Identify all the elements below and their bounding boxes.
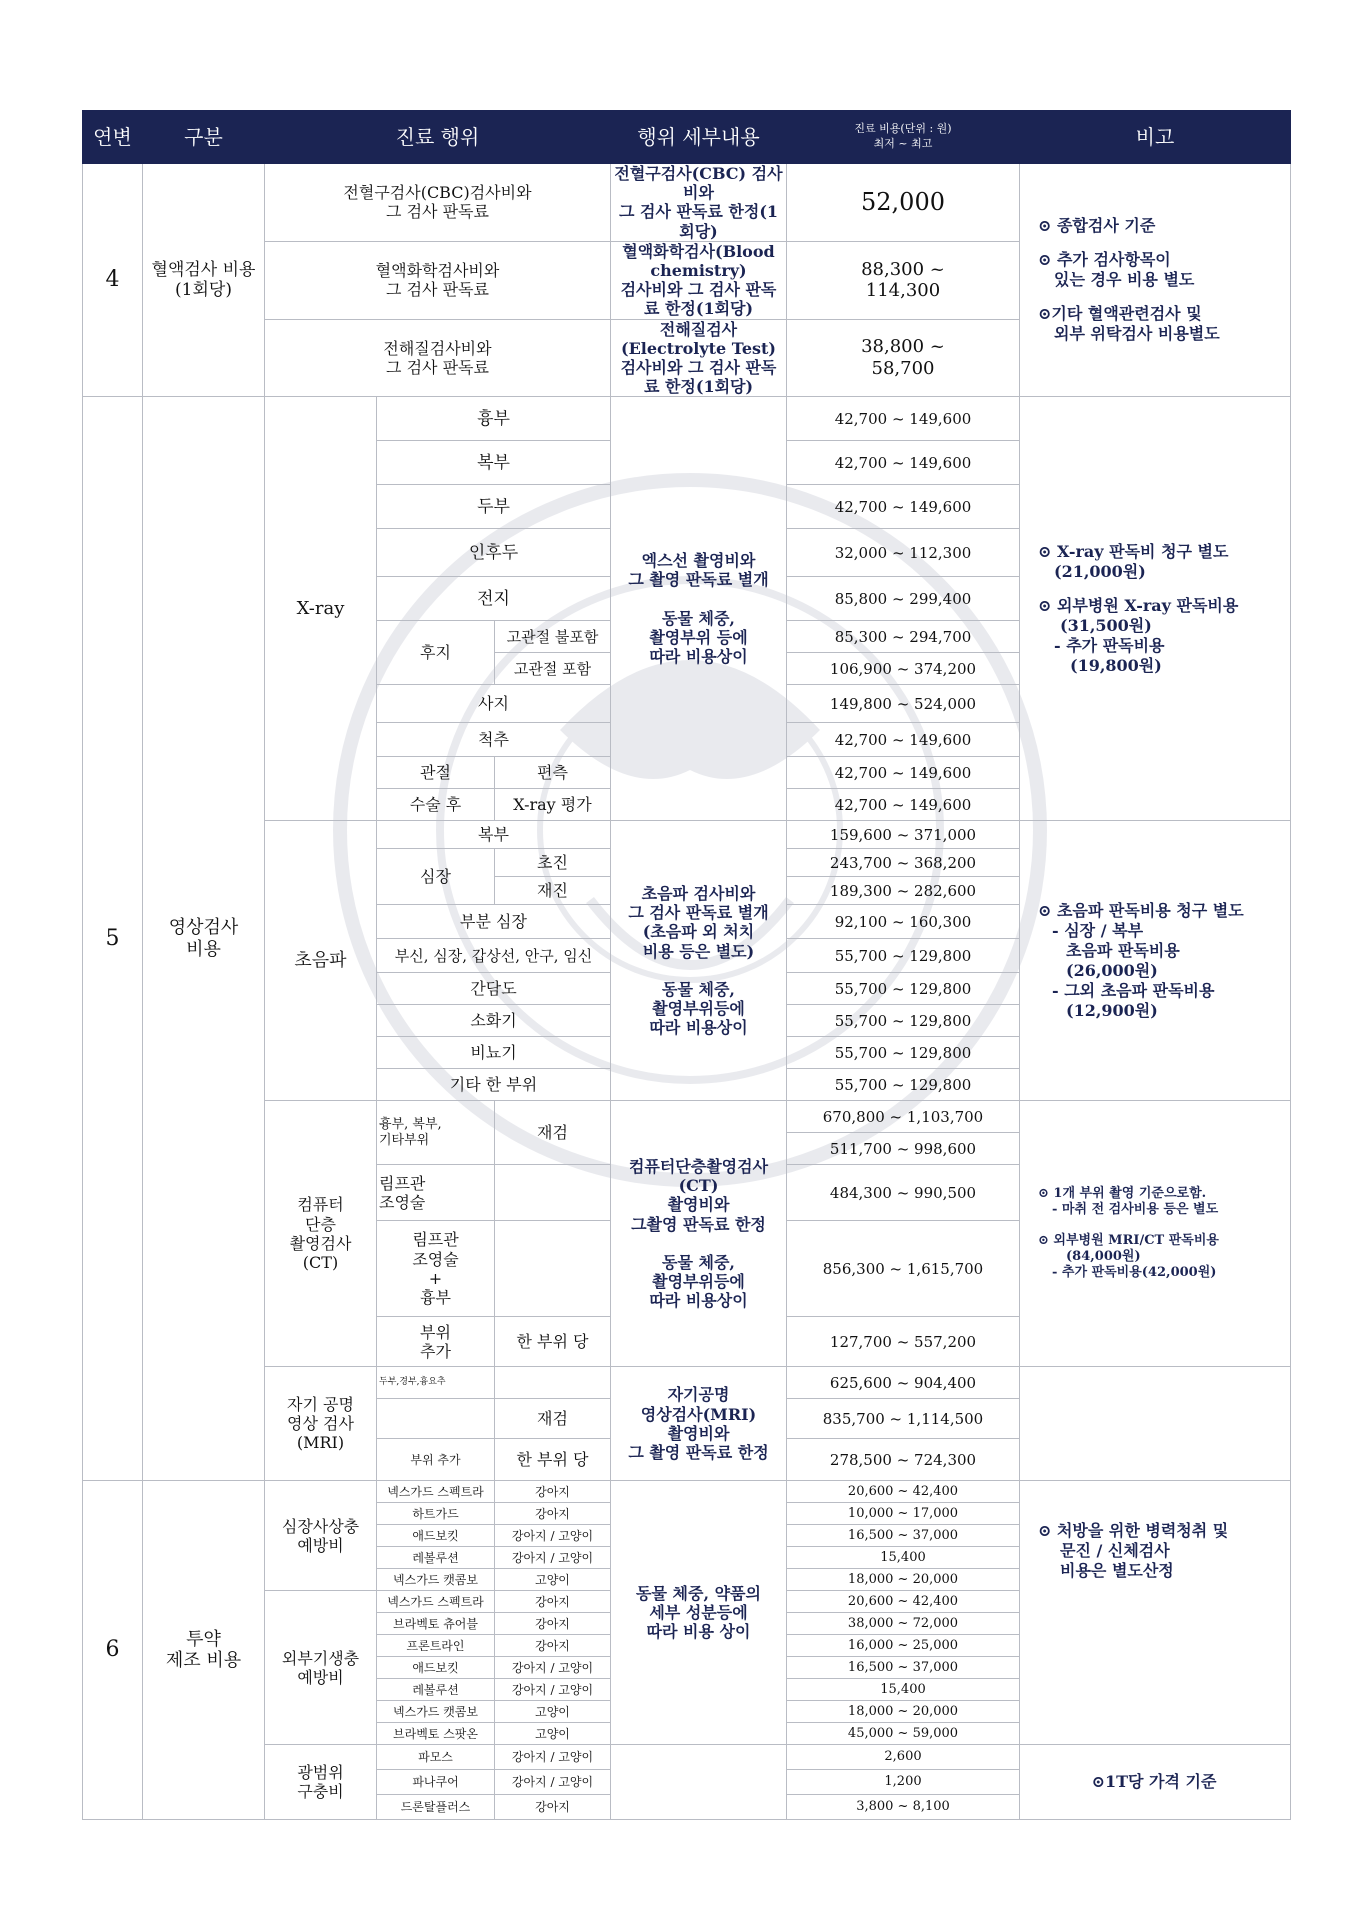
cost-cell: 243,700 ~ 368,200: [787, 849, 1020, 877]
xray-postop: 수술 후: [377, 789, 495, 821]
cost-cell: 52,000: [787, 164, 1020, 242]
section-category: 혈액검사 비용 (1회당): [143, 164, 265, 397]
cost-cell: 42,700 ~ 149,600: [787, 789, 1020, 821]
detail-cell: 혈액화학검사(Blood chemistry) 검사비와 그 검사 판독료 한정(1회당): [611, 241, 787, 319]
table-row: [83, 397, 1291, 441]
ct-note: ⊙ 1개 부위 촬영 기준으로함. - 마취 전 검사비용 등은 별도 ⊙ 외부병원 MRI/CT 판독비용 (84,000원) - 추가 판독비용(42,000원): [1020, 1101, 1291, 1367]
detail-cell: 전혈구검사(CBC) 검사비와 그 검사 판독료 한정(1회당): [611, 164, 787, 242]
mri-label: 자기 공명 영상 검사 (MRI): [265, 1367, 377, 1481]
cost-cell: 20,600 ~ 42,400: [787, 1481, 1020, 1503]
drug-target: 강아지 / 고양이: [495, 1547, 611, 1569]
drug-row: [83, 1481, 1291, 1503]
cost-cell: 42,700 ~ 149,600: [787, 485, 1020, 529]
header-row: [83, 111, 1291, 164]
drug-group-label: 광범위 구충비: [265, 1745, 377, 1820]
cost-cell: 670,800 ~ 1,103,700: [787, 1101, 1020, 1133]
xray-spine: 척추: [377, 723, 611, 757]
cost-cell: 18,000 ~ 20,000: [787, 1701, 1020, 1723]
xray-hind-excl: 고관절 불포함: [495, 621, 611, 653]
header-no: 연변: [83, 111, 143, 164]
cost-cell: 835,700 ~ 1,114,500: [787, 1399, 1020, 1439]
ct-empty: [495, 1221, 611, 1317]
xray-whole: 전지: [377, 577, 611, 621]
ct-lymph-chest: 림프관 조영술 + 흉부: [377, 1221, 495, 1317]
ct-empty: [495, 1165, 611, 1221]
drug-row: [83, 1745, 1291, 1770]
ct-lymph: 림프관 조영술: [377, 1165, 495, 1221]
us-misc: 부신, 심장, 갑상선, 안구, 임신: [377, 939, 611, 973]
ct-parts: 흉부, 복부, 기타부위: [377, 1101, 495, 1165]
drug-group-label: 외부기생충 예방비: [265, 1591, 377, 1745]
table-row: [83, 1367, 1291, 1399]
drug-name: 파나쿠어: [377, 1770, 495, 1795]
detail-cell: 전해질검사(Electrolyte Test) 검사비와 그 검사 판독료 한정(1회당): [611, 319, 787, 397]
us-detail: 초음파 검사비와 그 검사 판독료 별개 (초음파 외 처치 비용 등은 별도) 동물 체중, 촬영부위등에 따라 비용상이: [611, 821, 787, 1101]
us-heart: 심장: [377, 849, 495, 905]
us-note: ⊙ 초음파 판독비용 청구 별도 - 심장 / 복부 초음파 판독비용 (26,000원) - 그외 초음파 판독비용 (12,900원): [1020, 821, 1291, 1101]
drug-name: 프론트라인: [377, 1635, 495, 1657]
cost-cell: 85,300 ~ 294,700: [787, 621, 1020, 653]
drug-name: 드론탈플러스: [377, 1795, 495, 1820]
ct-label: 컴퓨터 단층 촬영검사 (CT): [265, 1101, 377, 1367]
cost-cell: 1,200: [787, 1770, 1020, 1795]
section-number: 4: [83, 164, 143, 397]
drug-name: 레볼루션: [377, 1547, 495, 1569]
section-category: 영상검사 비용: [143, 397, 265, 1481]
mri-parts: 두부,경부,흉요추: [377, 1367, 495, 1399]
cost-cell: 16,000 ~ 25,000: [787, 1635, 1020, 1657]
xray-label: X-ray: [265, 397, 377, 821]
ct-add: 부위 추가: [377, 1317, 495, 1367]
cost-cell: 45,000 ~ 59,000: [787, 1723, 1020, 1745]
drug-group-label: 심장사상충 예방비: [265, 1481, 377, 1591]
cost-cell: 55,700 ~ 129,800: [787, 1037, 1020, 1069]
table-row: [83, 1101, 1291, 1133]
drug-target: 강아지: [495, 1635, 611, 1657]
mri-note: [1020, 1367, 1291, 1481]
cost-cell: 856,300 ~ 1,615,700: [787, 1221, 1020, 1317]
mri-add: 부위 추가: [377, 1439, 495, 1481]
xray-joint-side: 편측: [495, 757, 611, 789]
xray-limb: 사지: [377, 685, 611, 723]
drug-name: 넥스가드 캣콤보: [377, 1569, 495, 1591]
cost-cell: 10,000 ~ 17,000: [787, 1503, 1020, 1525]
cost-cell: 85,800 ~ 299,400: [787, 577, 1020, 621]
header-action: 진료 행위: [265, 111, 611, 164]
cost-cell: 16,500 ~ 37,000: [787, 1657, 1020, 1679]
us-urinary: 비뇨기: [377, 1037, 611, 1069]
drug-target: 강아지: [495, 1591, 611, 1613]
xray-pharynx: 인후두: [377, 529, 611, 577]
mri-empty: [495, 1367, 611, 1399]
section-number: 5: [83, 397, 143, 1481]
action-cell: 전해질검사비와 그 검사 판독료: [265, 319, 611, 397]
drug-name: 애드보킷: [377, 1525, 495, 1547]
ct-detail: 컴퓨터단층촬영검사 (CT) 촬영비와 그촬영 판독료 한정 동물 체중, 촬영부위등에 따라 비용상이: [611, 1101, 787, 1367]
mri-detail: 자기공명 영상검사(MRI) 촬영비와 그 촬영 판독료 한정: [611, 1367, 787, 1481]
cost-cell: 159,600 ~ 371,000: [787, 821, 1020, 849]
cost-cell: 278,500 ~ 724,300: [787, 1439, 1020, 1481]
header-detail: 행위 세부내용: [611, 111, 787, 164]
drug-target: 고양이: [495, 1569, 611, 1591]
mri-empty: [377, 1399, 495, 1439]
us-heart-re: 재진: [495, 877, 611, 905]
drug-target: 강아지: [495, 1481, 611, 1503]
note-cell: ⊙ 종합검사 기준 ⊙ 추가 검사항목이 있는 경우 비용 별도 ⊙기타 혈액관련검사 및 외부 위탁검사 비용별도: [1020, 164, 1291, 397]
cost-cell: 38,000 ~ 72,000: [787, 1613, 1020, 1635]
action-cell: 전혈구검사(CBC)검사비와 그 검사 판독료: [265, 164, 611, 242]
cost-cell: 32,000 ~ 112,300: [787, 529, 1020, 577]
drug-target: 강아지 / 고양이: [495, 1657, 611, 1679]
cost-cell: 2,600: [787, 1745, 1020, 1770]
drug-name: 하트가드: [377, 1503, 495, 1525]
drug-name: 브라벡토 츄어블: [377, 1613, 495, 1635]
xray-chest: 흉부: [377, 397, 611, 441]
drug-name: 애드보킷: [377, 1657, 495, 1679]
cost-cell: 3,800 ~ 8,100: [787, 1795, 1020, 1820]
us-other: 기타 한 부위: [377, 1069, 611, 1101]
cost-cell: 55,700 ~ 129,800: [787, 1069, 1020, 1101]
drug-name: 넥스가드 스펙트라: [377, 1591, 495, 1613]
ct-recheck: 재검: [495, 1101, 611, 1165]
xray-joint: 관절: [377, 757, 495, 789]
us-heart-first: 초진: [495, 849, 611, 877]
cost-cell: 42,700 ~ 149,600: [787, 723, 1020, 757]
cost-cell: 38,800 ~ 58,700: [787, 319, 1020, 397]
cost-cell: 92,100 ~ 160,300: [787, 905, 1020, 939]
us-digestive: 소화기: [377, 1005, 611, 1037]
cost-cell: 189,300 ~ 282,600: [787, 877, 1020, 905]
xray-skull: 두부: [377, 485, 611, 529]
xray-postop-eval: X-ray 평가: [495, 789, 611, 821]
drug-target: 고양이: [495, 1723, 611, 1745]
section-number: 6: [83, 1481, 143, 1820]
header-note: 비고: [1020, 111, 1291, 164]
drug-target: 강아지 / 고양이: [495, 1679, 611, 1701]
drug-name: 브라벡토 스팟온: [377, 1723, 495, 1745]
us-label: 초음파: [265, 821, 377, 1101]
header-cost: 진료 비용(단위 : 원) 최저 ~ 최고: [787, 111, 1020, 164]
mri-per-part: 한 부위 당: [495, 1439, 611, 1481]
cost-cell: 42,700 ~ 149,600: [787, 757, 1020, 789]
table-row: [83, 821, 1291, 849]
drug-target: 강아지: [495, 1795, 611, 1820]
cost-cell: 88,300 ~ 114,300: [787, 241, 1020, 319]
drug-target: 강아지: [495, 1613, 611, 1635]
cost-cell: 106,900 ~ 374,200: [787, 653, 1020, 685]
cost-cell: 625,600 ~ 904,400: [787, 1367, 1020, 1399]
cost-cell: 15,400: [787, 1679, 1020, 1701]
us-abdomen: 복부: [377, 821, 611, 849]
broad-note: ⊙1T당 가격 기준: [1020, 1745, 1291, 1820]
xray-hind-incl: 고관절 포함: [495, 653, 611, 685]
cost-cell: 20,600 ~ 42,400: [787, 1591, 1020, 1613]
action-cell: 혈액화학검사비와 그 검사 판독료: [265, 241, 611, 319]
cost-cell: 55,700 ~ 129,800: [787, 1005, 1020, 1037]
cost-cell: 16,500 ~ 37,000: [787, 1525, 1020, 1547]
drug-name: 파모스: [377, 1745, 495, 1770]
fee-table: [82, 110, 1291, 1820]
us-gallbladder: 간담도: [377, 973, 611, 1005]
drug-target: 강아지: [495, 1503, 611, 1525]
cost-cell: 55,700 ~ 129,800: [787, 973, 1020, 1005]
cost-cell: 42,700 ~ 149,600: [787, 441, 1020, 485]
xray-abdomen: 복부: [377, 441, 611, 485]
drug-target: 강아지 / 고양이: [495, 1745, 611, 1770]
drug-name: 넥스가드 캣콤보: [377, 1701, 495, 1723]
drug-target: 고양이: [495, 1701, 611, 1723]
cost-cell: 18,000 ~ 20,000: [787, 1569, 1020, 1591]
drug-target: 강아지 / 고양이: [495, 1525, 611, 1547]
cost-cell: 15,400: [787, 1547, 1020, 1569]
mri-recheck: 재검: [495, 1399, 611, 1439]
ct-per-part: 한 부위 당: [495, 1317, 611, 1367]
cost-cell: 42,700 ~ 149,600: [787, 397, 1020, 441]
drug-note: ⊙ 처방을 위한 병력청취 및 문진 / 신체검사 비용은 별도산정: [1020, 1481, 1291, 1745]
cost-cell: 55,700 ~ 129,800: [787, 939, 1020, 973]
drug-target: 강아지 / 고양이: [495, 1770, 611, 1795]
section-category: 투약 제조 비용: [143, 1481, 265, 1820]
cost-cell: 511,700 ~ 998,600: [787, 1133, 1020, 1165]
header-category: 구분: [143, 111, 265, 164]
cost-cell: 484,300 ~ 990,500: [787, 1165, 1020, 1221]
cost-cell: 127,700 ~ 557,200: [787, 1317, 1020, 1367]
drug-detail: 동물 체중, 약품의 세부 성분등에 따라 비용 상이: [611, 1481, 787, 1745]
xray-note: ⊙ X-ray 판독비 청구 별도 (21,000원) ⊙ 외부병원 X-ray 판독비용 (31,500원) - 추가 판독비용 (19,800원): [1020, 397, 1291, 821]
drug-detail-empty: [611, 1745, 787, 1820]
table-row: [83, 164, 1291, 242]
cost-cell: 149,800 ~ 524,000: [787, 685, 1020, 723]
xray-hind: 후지: [377, 621, 495, 685]
drug-name: 레볼루션: [377, 1679, 495, 1701]
xray-detail: 엑스선 촬영비와 그 촬영 판독료 별개 동물 체중, 촬영부위 등에 따라 비용상이: [611, 397, 787, 821]
drug-name: 넥스가드 스펙트라: [377, 1481, 495, 1503]
us-partial-heart: 부분 심장: [377, 905, 611, 939]
